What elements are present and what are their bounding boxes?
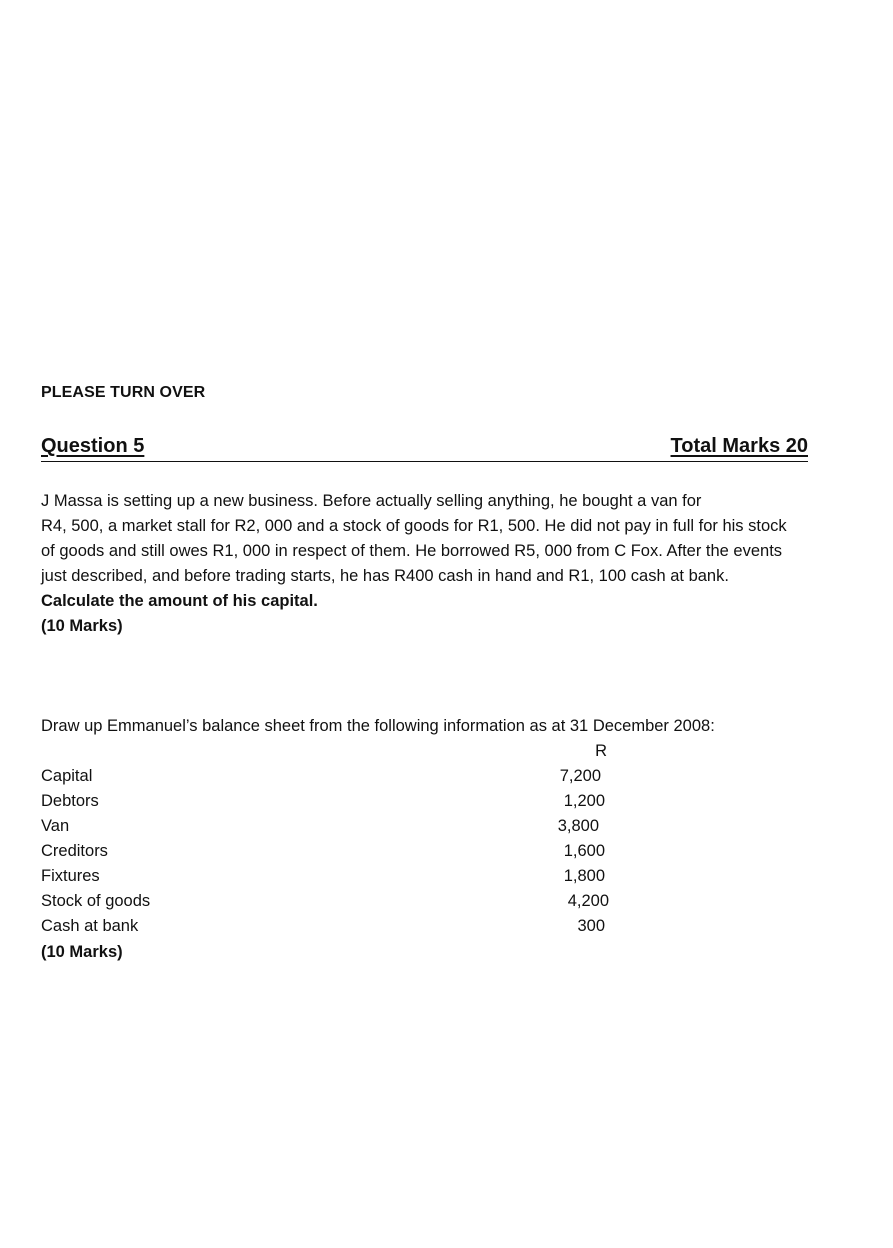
item-label: Capital bbox=[41, 767, 93, 785]
list-item bbox=[41, 839, 641, 864]
item-label: Cash at bank bbox=[41, 917, 139, 935]
item-amount: 4,200 bbox=[567, 892, 609, 910]
part-a-line: just described, and before trading starts, he has R400 cash in hand and R1, 100 cash at bank. bbox=[41, 567, 729, 585]
item-label: Stock of goods bbox=[41, 892, 151, 910]
part-a-line: of goods and still owes R1, 000 in respect of them. He borrowed R5, 000 from C Fox. After the events bbox=[41, 542, 783, 560]
item-label: Van bbox=[41, 817, 70, 835]
list-item bbox=[41, 889, 641, 914]
item-label: Creditors bbox=[41, 842, 108, 860]
list-item bbox=[41, 789, 641, 814]
item-amount: 1,200 bbox=[563, 792, 605, 810]
item-amount: 3,800 bbox=[557, 817, 599, 835]
part-a-instruction: Calculate the amount of his capital. bbox=[41, 592, 318, 610]
item-amount: 300 bbox=[577, 917, 605, 935]
item-label: Fixtures bbox=[41, 867, 100, 885]
part-a-marks: (10 Marks) bbox=[41, 617, 123, 635]
list-item bbox=[41, 914, 641, 939]
part-b-marks: (10 Marks) bbox=[41, 943, 123, 961]
currency-header-row bbox=[41, 739, 641, 764]
item-amount: 7,200 bbox=[559, 767, 601, 785]
part-b-intro: Draw up Emmanuel’s balance sheet from the following information as at 31 December 2008: bbox=[41, 717, 715, 735]
balance-sheet-items bbox=[41, 739, 641, 939]
list-item bbox=[41, 814, 641, 839]
item-amount: 1,800 bbox=[563, 867, 605, 885]
question-title: Question 5 bbox=[41, 435, 145, 457]
currency-header: R bbox=[595, 742, 607, 760]
total-marks: Total Marks 20 bbox=[670, 435, 808, 457]
item-amount: 1,600 bbox=[563, 842, 605, 860]
part-a-paragraph bbox=[41, 489, 891, 639]
part-a-line: R4, 500, a market stall for R2, 000 and a stock of goods for R1, 500. He did not pay in full for his stock bbox=[41, 517, 787, 535]
question-header bbox=[41, 435, 808, 462]
list-item bbox=[41, 864, 641, 889]
turn-over-notice: PLEASE TURN OVER bbox=[41, 384, 206, 401]
list-item bbox=[41, 764, 641, 789]
item-label: Debtors bbox=[41, 792, 99, 810]
part-a-line: J Massa is setting up a new business. Before actually selling anything, he bought a van for bbox=[41, 492, 702, 510]
